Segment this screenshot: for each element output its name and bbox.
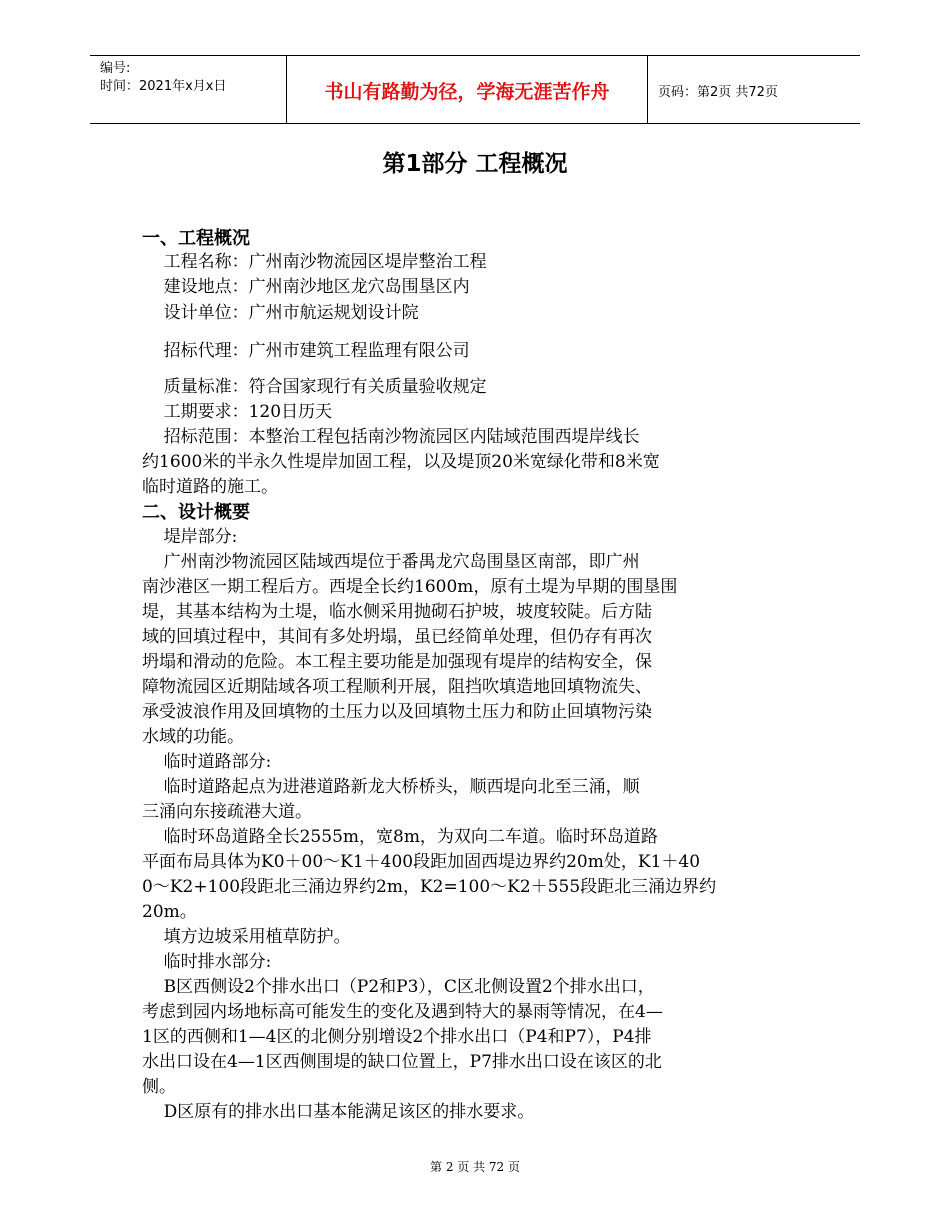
motto: 书山有路勤为径，学海无涯苦作舟 xyxy=(324,81,610,103)
body-line: 水出口设在4—1区西侧围堤的缺口位置上，P7排水出口设在该区的北 xyxy=(142,1052,662,1072)
page-info: 页码：第2页 共72页 xyxy=(658,85,778,100)
body-line: 工程名称：广州南沙物流园区堤岸整治工程 xyxy=(142,252,487,272)
body-line: 招标代理：广州市建筑工程监理有限公司 xyxy=(142,341,470,361)
body-line: 南沙港区一期工程后方。西堤全长约1600m，原有土堤为早期的围垦围 xyxy=(142,577,678,597)
body-line: 填方边坡采用植草防护。 xyxy=(142,927,351,947)
body-line: 临时道路起点为进港道路新龙大桥桥头，顺西堤向北至三涌，顺 xyxy=(142,777,640,797)
body-line: D区原有的排水出口基本能满足该区的排水要求。 xyxy=(142,1102,535,1122)
time-label: 时间：2021年x月x日 xyxy=(100,79,227,94)
section-heading: 二、设计概要 xyxy=(142,502,250,523)
body-line: 工期要求：120日历天 xyxy=(142,402,333,422)
body-line: 考虑到园内场地标高可能发生的变化及遇到特大的暴雨等情况，在4— xyxy=(142,1002,663,1022)
header-meta xyxy=(100,60,226,96)
body-line: 设计单位：广州市航运规划设计院 xyxy=(142,303,419,323)
body-line: 质量标准：符合国家现行有关质量验收规定 xyxy=(142,377,487,397)
body-line: 约1600米的半永久性堤岸加固工程，以及堤顶20米宽绿化带和8米宽 xyxy=(142,452,660,472)
body-line: 坍塌和滑动的危险。本工程主要功能是加强现有堤岸的结构安全，保 xyxy=(142,652,652,672)
body-line: 域的回填过程中，其间有多处坍塌，虽已经简单处理，但仍存有再次 xyxy=(142,627,652,647)
body-line: 临时道路部分: xyxy=(142,752,272,772)
body-line: 承受波浪作用及回填物的土压力以及回填物土压力和防止回填物污染 xyxy=(142,702,652,722)
page-header xyxy=(90,55,860,124)
body-line: 水域的功能。 xyxy=(142,727,244,747)
body-line: 20m。 xyxy=(142,902,197,922)
body-line: 1区的西侧和1—4区的北侧分别增设2个排水出口（P4和P7），P4排 xyxy=(142,1027,652,1047)
number-label: 编号: xyxy=(100,61,131,76)
motto-cell xyxy=(286,56,648,123)
body-line: 临时道路的施工。 xyxy=(142,477,278,497)
body-line: 堤岸部分: xyxy=(142,527,238,547)
body-line: 障物流园区近期陆域各项工程顺利开展，阻挡吹填造地回填物流失、 xyxy=(142,677,652,697)
body-line: 侧。 xyxy=(142,1077,176,1097)
document-title: 第1部分 工程概况 xyxy=(382,151,568,177)
body-line: 招标范围：本整治工程包括南沙物流园区内陆域范围西堤岸线长 xyxy=(142,427,640,447)
body-line: 临时排水部分: xyxy=(142,952,272,972)
body-line: 0～K2+100段距北三涌边界约2m，K2=100～K2＋555段距北三涌边界约 xyxy=(142,877,717,897)
body-line: 广州南沙物流园区陆域西堤位于番禺龙穴岛围垦区南部，即广州 xyxy=(142,552,640,572)
body-line: 建设地点：广州南沙地区龙穴岛围垦区内 xyxy=(142,277,470,297)
body-line: B区西侧设2个排水出口（P2和P3），C区北侧设置2个排水出口， xyxy=(142,977,655,997)
body-line: 临时环岛道路全长2555m，宽8m，为双向二车道。临时环岛道路 xyxy=(142,827,658,847)
body-line: 堤，其基本结构为土堤，临水侧采用抛砌石护坡，坡度较陡。后方陆 xyxy=(142,602,652,622)
page-footer: 第 2 页 共 72 页 xyxy=(430,1160,520,1174)
section-heading: 一、工程概况 xyxy=(142,228,250,249)
body-line: 平面布局具体为K0＋00～K1＋400段距加固西堤边界约20m处，K1＋40 xyxy=(142,852,701,872)
body-line: 三涌向东接疏港大道。 xyxy=(142,802,312,822)
